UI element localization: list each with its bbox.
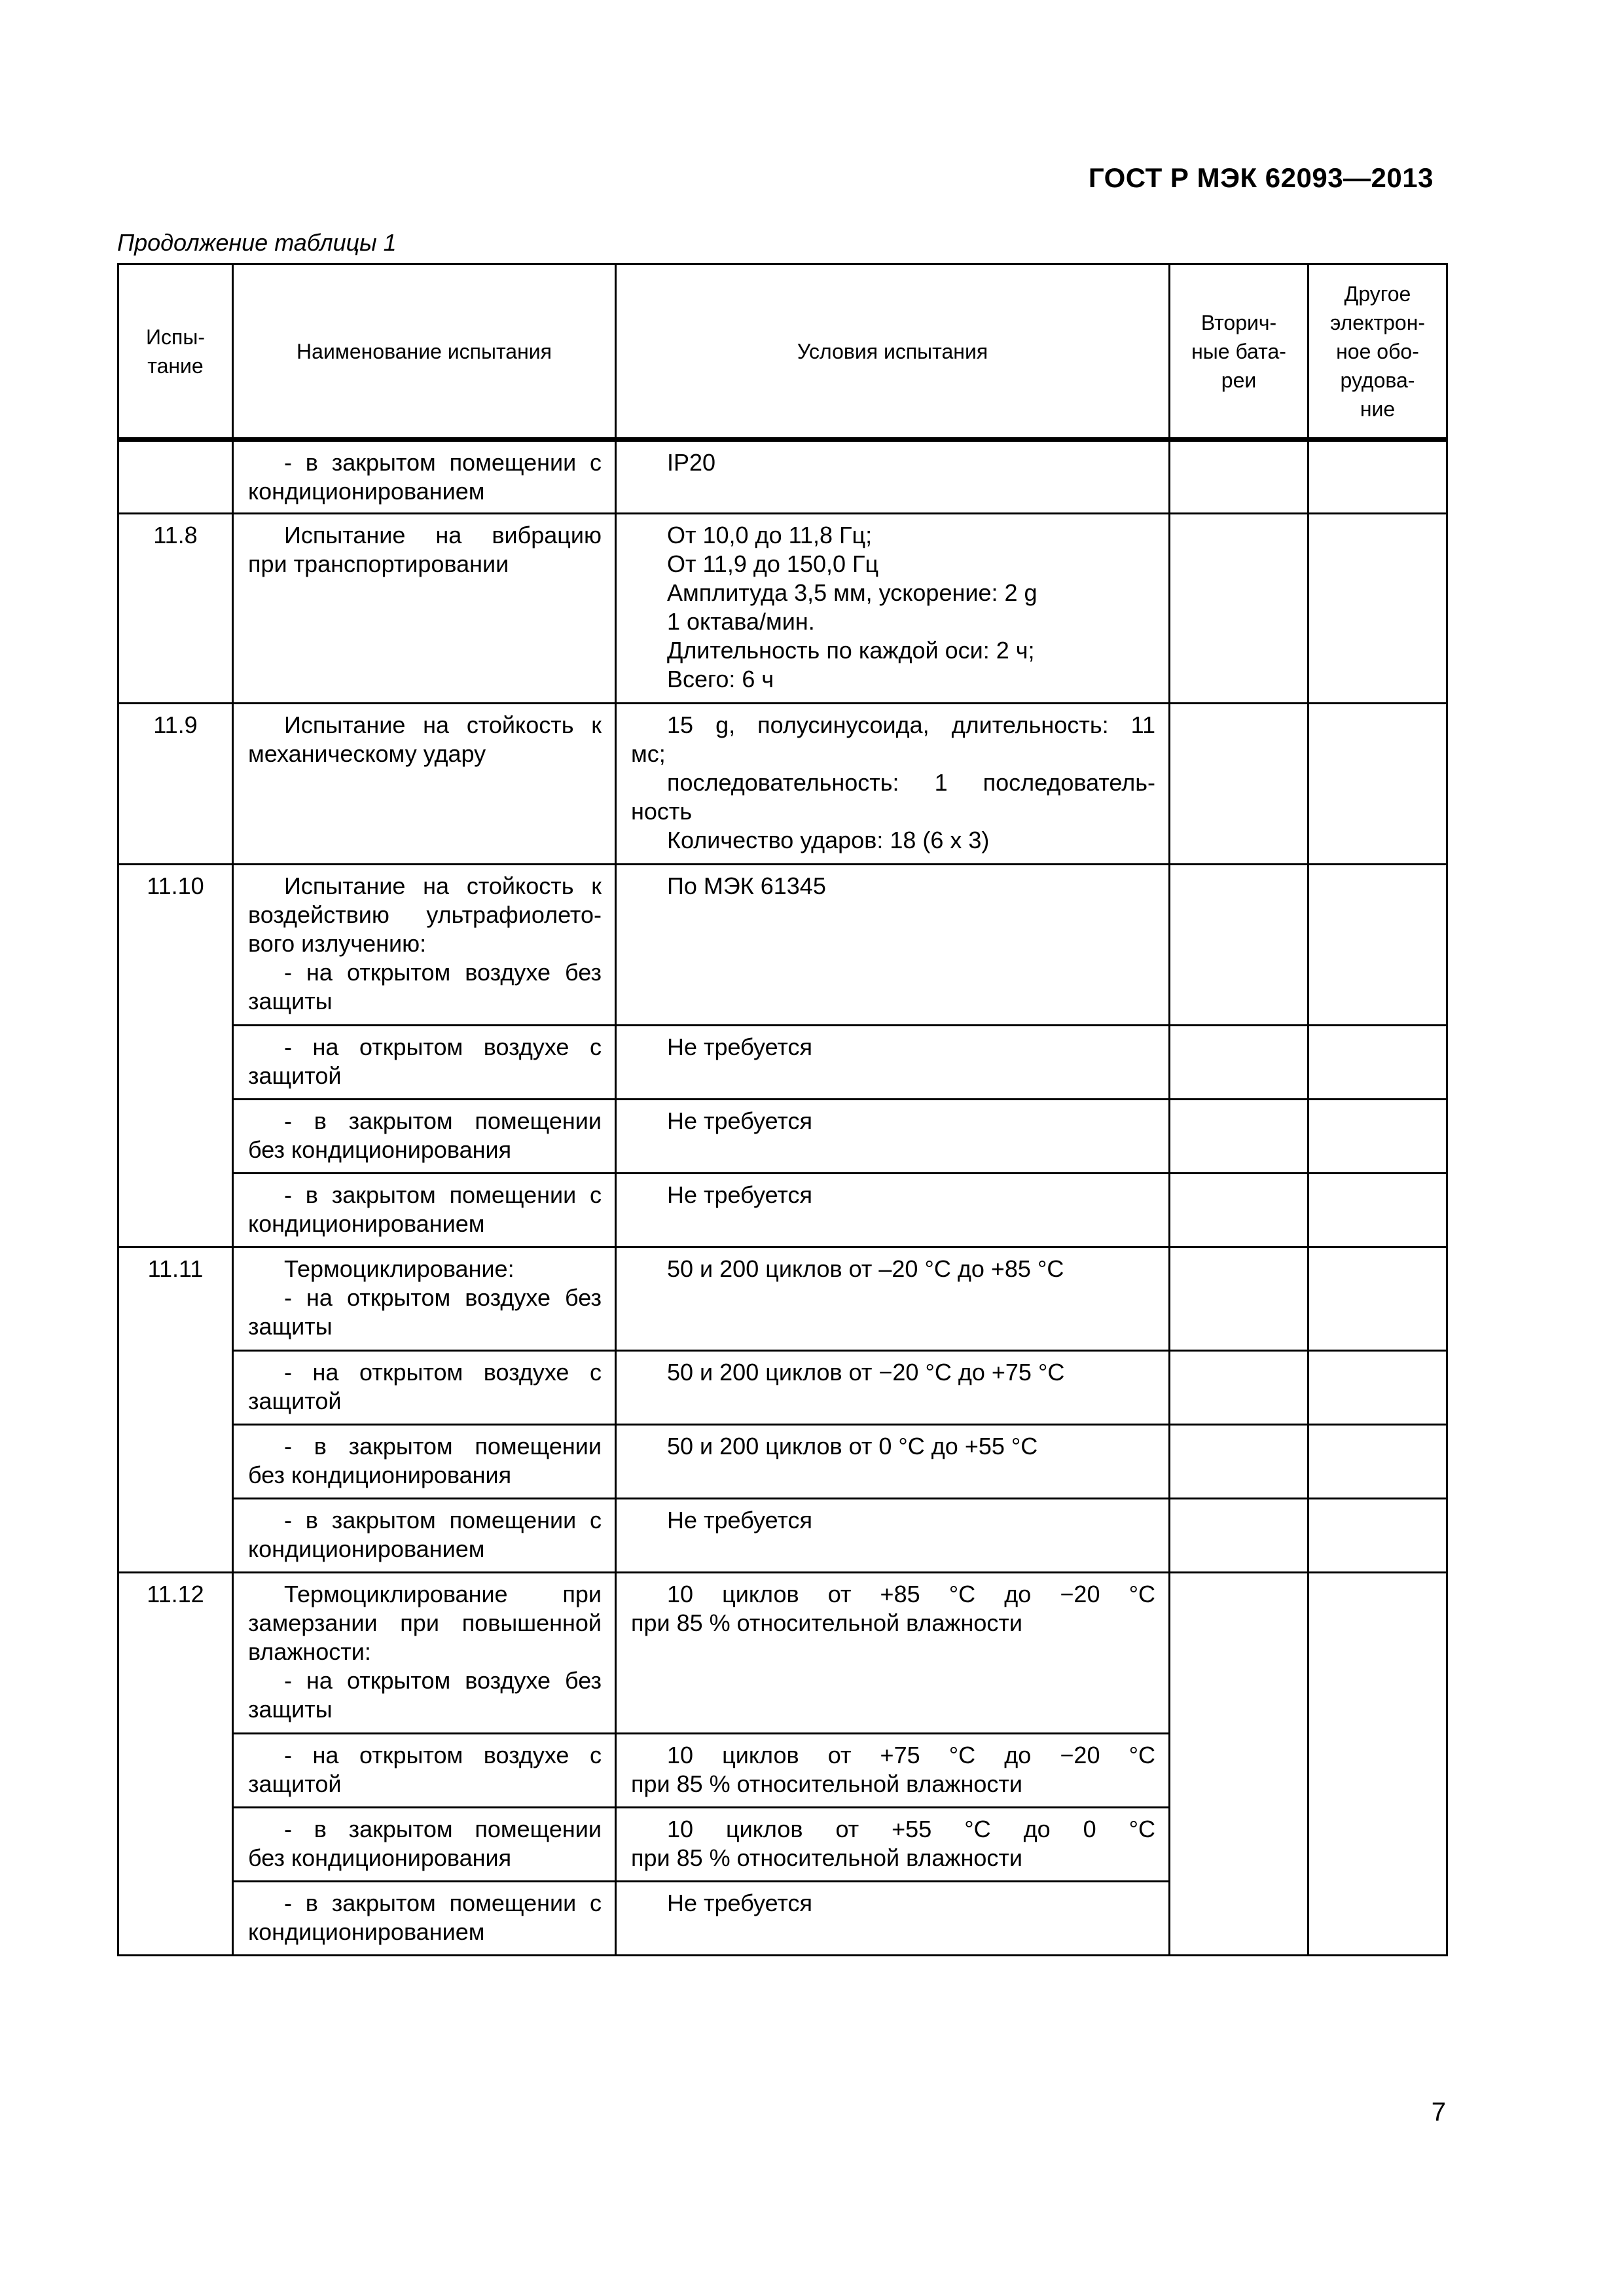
test-number-cell xyxy=(118,1573,233,1956)
test-name-line: - в закрытом помещении с xyxy=(284,449,602,476)
other-equipment-cell xyxy=(1308,1351,1447,1425)
test-condition-line: 10 циклов от +55 °C до 0 °C xyxy=(667,1816,1155,1842)
test-condition-line: 10 циклов от +75 °C до −20 °C xyxy=(667,1742,1155,1768)
test-condition-line: Не требуется xyxy=(667,1890,812,1916)
test-name-cell xyxy=(233,1573,616,1734)
header-name-line: Наименование испытания xyxy=(297,339,552,363)
other-equipment-cell xyxy=(1308,440,1447,514)
table-row xyxy=(118,1026,1447,1100)
test-condition-line: Всего: 6 ч xyxy=(667,666,774,692)
test-number-cell xyxy=(118,440,233,514)
header-equipment-line: электрон- xyxy=(1329,310,1426,334)
test-conditions-cell xyxy=(616,1499,1170,1573)
header-test xyxy=(118,264,233,440)
test-name-line: Испытание на вибрацию xyxy=(284,522,602,548)
test-name-line: кондиционированием xyxy=(248,478,485,505)
test-name-line: при транспортировании xyxy=(248,550,509,577)
test-condition-line: 50 и 200 циклов от –20 °C до +85 °C xyxy=(667,1255,1064,1282)
test-number: 11.11 xyxy=(147,1255,204,1282)
other-equipment-cell xyxy=(1308,1100,1447,1174)
test-name-line: - в закрытом помещении с xyxy=(284,1890,602,1916)
test-number: 11.8 xyxy=(153,522,198,548)
test-conditions-cell xyxy=(616,1573,1170,1734)
test-name-cell xyxy=(233,1247,616,1351)
test-name-line: - на открытом воздухе с xyxy=(284,1359,602,1386)
test-name-line: - на открытом воздухе с xyxy=(284,1033,602,1060)
secondary-batteries-cell xyxy=(1170,1100,1308,1174)
secondary-batteries-cell xyxy=(1170,1425,1308,1499)
test-name-cell xyxy=(233,1174,616,1247)
test-condition-line: при 85 % относительной влажности xyxy=(631,1770,1023,1797)
test-name-line: - в закрытом помещении xyxy=(284,1107,602,1134)
secondary-batteries-cell xyxy=(1170,440,1308,514)
header-batteries-line: ные бата- xyxy=(1191,339,1286,363)
test-name-cell xyxy=(233,514,616,704)
test-name-line: - в закрытом помещении xyxy=(284,1433,602,1460)
header-conditions-line: Условия испытания xyxy=(797,339,988,363)
test-name-line: кондиционированием xyxy=(248,1918,485,1945)
test-conditions-cell xyxy=(616,1351,1170,1425)
header-equipment-line: Другое xyxy=(1344,281,1411,306)
test-name-line: Испытание на стойкость к xyxy=(284,872,602,899)
other-equipment-cell xyxy=(1308,704,1447,865)
header-conditions xyxy=(616,264,1170,440)
test-name-line: - в закрытом помещении с xyxy=(284,1507,602,1534)
other-equipment-cell xyxy=(1308,1573,1447,1956)
secondary-batteries-cell xyxy=(1170,865,1308,1026)
test-name-line: вого излучению: xyxy=(248,930,427,957)
test-name-line: защиты xyxy=(248,1696,333,1723)
test-name-line: воздействию ультрафиолето- xyxy=(248,901,602,928)
test-condition-line: 1 октава/мин. xyxy=(667,608,815,635)
test-name-cell xyxy=(233,1351,616,1425)
secondary-batteries-cell xyxy=(1170,1247,1308,1351)
test-name-line: кондиционированием xyxy=(248,1535,485,1562)
test-condition-line: От 10,0 до 11,8 Гц; xyxy=(667,522,873,548)
other-equipment-cell xyxy=(1308,1026,1447,1100)
test-name-line: без кондиционирования xyxy=(248,1844,512,1871)
table-row xyxy=(118,1499,1447,1573)
table-row xyxy=(118,1174,1447,1247)
test-condition-line: при 85 % относительной влажности xyxy=(631,1844,1023,1871)
test-name-line: - на открытом воздухе без xyxy=(284,959,602,986)
header-batteries-line: Вторич- xyxy=(1200,310,1277,334)
test-conditions-cell xyxy=(616,1734,1170,1808)
test-condition-line: мс; xyxy=(631,740,666,767)
test-name-cell xyxy=(233,704,616,865)
other-equipment-cell xyxy=(1308,1174,1447,1247)
test-condition-line: ность xyxy=(631,798,693,825)
header-test-line: тание xyxy=(147,353,204,378)
test-number: 11.10 xyxy=(147,872,204,899)
test-name-line: - в закрытом помещении xyxy=(284,1816,602,1842)
header-equipment-line: рудова- xyxy=(1340,368,1415,392)
test-name-cell xyxy=(233,1808,616,1882)
test-number: 11.12 xyxy=(147,1581,204,1607)
test-name-line: механическому удару xyxy=(248,740,486,767)
header-secondary-batteries xyxy=(1170,264,1308,440)
header-name xyxy=(233,264,616,440)
test-conditions-cell xyxy=(616,1425,1170,1499)
test-name-line: защиты xyxy=(248,988,333,1014)
table-row xyxy=(118,865,1447,1026)
table-row xyxy=(118,1100,1447,1174)
page-number: 7 xyxy=(1431,2098,1446,2126)
test-conditions-cell xyxy=(616,1882,1170,1956)
test-number: 11.9 xyxy=(153,711,198,738)
table-row xyxy=(118,514,1447,704)
test-name-line: защитой xyxy=(248,1388,342,1414)
test-name-line: без кондиционирования xyxy=(248,1136,512,1163)
test-condition-line: 50 и 200 циклов от −20 °C до +75 °C xyxy=(667,1359,1065,1386)
test-conditions-cell xyxy=(616,865,1170,1026)
table-row xyxy=(118,1573,1447,1734)
test-condition-line: Количество ударов: 18 (6 x 3) xyxy=(667,827,990,853)
other-equipment-cell xyxy=(1308,514,1447,704)
test-name-line: - на открытом воздухе без xyxy=(284,1667,602,1694)
test-condition-line: Не требуется xyxy=(667,1033,812,1060)
test-number-cell xyxy=(118,514,233,704)
test-conditions-cell xyxy=(616,1247,1170,1351)
test-condition-line: Длительность по каждой оси: 2 ч; xyxy=(667,637,1035,664)
test-name-cell xyxy=(233,1499,616,1573)
header-batteries-line: реи xyxy=(1221,368,1257,392)
header-equipment-line: ние xyxy=(1360,397,1396,421)
test-condition-line: По МЭК 61345 xyxy=(667,872,826,899)
header-other-equipment xyxy=(1308,264,1447,440)
test-name-cell xyxy=(233,1734,616,1808)
test-condition-line: при 85 % относительной влажности xyxy=(631,1609,1023,1636)
table-row xyxy=(118,1351,1447,1425)
test-conditions-cell xyxy=(616,1808,1170,1882)
test-number-cell xyxy=(118,704,233,865)
secondary-batteries-cell xyxy=(1170,514,1308,704)
secondary-batteries-cell xyxy=(1170,1174,1308,1247)
other-equipment-cell xyxy=(1308,1499,1447,1573)
test-condition-line: 10 циклов от +85 °C до −20 °C xyxy=(667,1581,1155,1607)
secondary-batteries-cell xyxy=(1170,1499,1308,1573)
test-conditions-cell xyxy=(616,440,1170,514)
table-header-row xyxy=(118,264,1447,440)
other-equipment-cell xyxy=(1308,1247,1447,1351)
table-body xyxy=(118,440,1447,1956)
test-name-line: замерзании при повышенной xyxy=(248,1609,602,1636)
test-name-line: Термоциклирование: xyxy=(284,1255,514,1282)
test-name-line: защитой xyxy=(248,1770,342,1797)
test-condition-line: 15 g, полусинусоида, длительность: 11 xyxy=(667,711,1155,738)
test-condition-line: 50 и 200 циклов от 0 °C до +55 °C xyxy=(667,1433,1038,1460)
test-condition-line: Не требуется xyxy=(667,1181,812,1208)
test-condition-line: Не требуется xyxy=(667,1507,812,1534)
secondary-batteries-cell xyxy=(1170,704,1308,865)
test-name-line: - на открытом воздухе без xyxy=(284,1284,602,1311)
test-number-cell xyxy=(118,865,233,1247)
test-conditions-cell xyxy=(616,514,1170,704)
secondary-batteries-cell xyxy=(1170,1351,1308,1425)
test-name-cell xyxy=(233,865,616,1026)
test-conditions-table xyxy=(117,263,1448,1956)
test-name-cell xyxy=(233,1425,616,1499)
test-name-cell xyxy=(233,440,616,514)
table-row xyxy=(118,1247,1447,1351)
test-conditions-cell xyxy=(616,1100,1170,1174)
secondary-batteries-cell xyxy=(1170,1573,1308,1956)
table-row xyxy=(118,704,1447,865)
test-name-cell xyxy=(233,1026,616,1100)
test-name-line: защитой xyxy=(248,1062,342,1089)
test-condition-line: От 11,9 до 150,0 Гц xyxy=(667,550,879,577)
test-condition-line: Амплитуда 3,5 мм, ускорение: 2 g xyxy=(667,579,1038,606)
test-conditions-cell xyxy=(616,1026,1170,1100)
test-name-line: - в закрытом помещении с xyxy=(284,1181,602,1208)
header-test-line: Испы- xyxy=(146,325,205,349)
other-equipment-cell xyxy=(1308,865,1447,1026)
test-conditions-cell xyxy=(616,1174,1170,1247)
test-name-cell xyxy=(233,1100,616,1174)
secondary-batteries-cell xyxy=(1170,1026,1308,1100)
test-name-line: влажности: xyxy=(248,1638,371,1665)
test-name-line: Испытание на стойкость к xyxy=(284,711,602,738)
test-number-cell xyxy=(118,1247,233,1573)
table-row xyxy=(118,440,1447,514)
document-code: ГОСТ Р МЭК 62093—2013 xyxy=(1088,162,1434,193)
test-condition-line: Не требуется xyxy=(667,1107,812,1134)
other-equipment-cell xyxy=(1308,1425,1447,1499)
test-name-line: без кондиционирования xyxy=(248,1462,512,1488)
table-row xyxy=(118,1425,1447,1499)
test-conditions-cell xyxy=(616,704,1170,865)
test-name-line: - на открытом воздухе с xyxy=(284,1742,602,1768)
test-condition-line: IP20 xyxy=(667,449,716,476)
test-name-line: Термоциклирование при xyxy=(284,1581,602,1607)
test-name-cell xyxy=(233,1882,616,1956)
table-caption: Продолжение таблицы 1 xyxy=(117,229,397,256)
test-condition-line: последовательность: 1 последователь- xyxy=(667,769,1155,796)
test-name-line: кондиционированием xyxy=(248,1210,485,1237)
header-equipment-line: ное обо- xyxy=(1336,339,1419,363)
test-name-line: защиты xyxy=(248,1313,333,1340)
